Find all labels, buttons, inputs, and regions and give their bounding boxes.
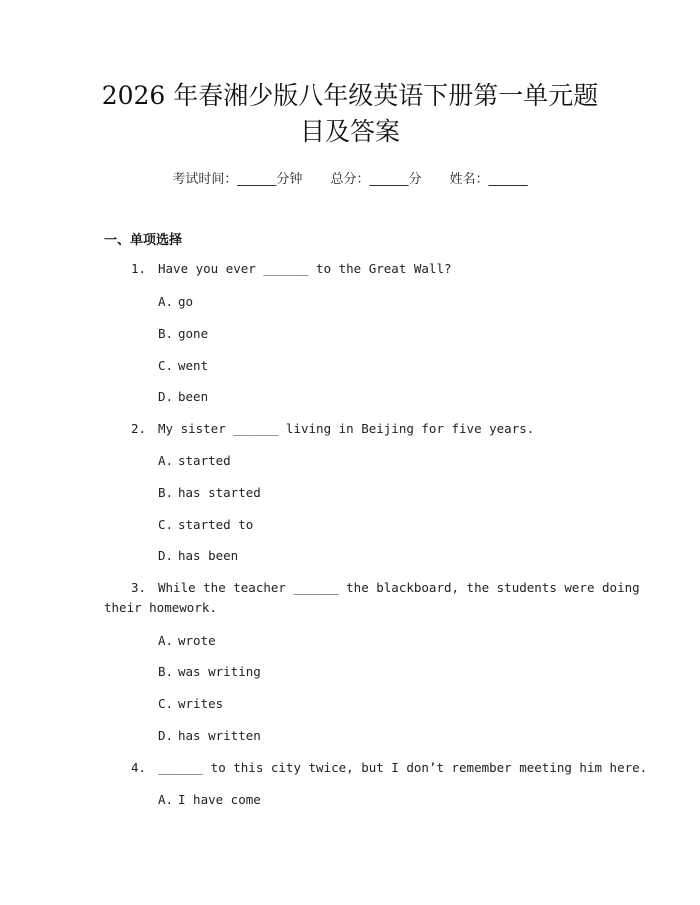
question-1	[131, 260, 452, 278]
q2-option-b	[158, 484, 261, 502]
q3-option-a	[158, 632, 216, 650]
option-text: has started	[178, 485, 261, 500]
exam-time-unit: 分钟	[276, 172, 303, 187]
option-letter: A.	[158, 294, 174, 309]
q1-option-a	[158, 293, 193, 311]
question-number: 2.	[131, 421, 147, 436]
total-score	[330, 168, 421, 187]
question-3-continuation: their homework.	[104, 600, 217, 615]
title-line-2: 目及答案	[299, 117, 400, 146]
question-text: While the teacher ______ the blackboard, the students were doing	[158, 580, 640, 595]
option-text: started to	[178, 517, 254, 532]
question-4	[131, 759, 647, 777]
option-letter: C.	[158, 517, 174, 532]
option-letter: A.	[158, 792, 174, 807]
total-score-label: 总分：	[330, 172, 370, 187]
option-text: went	[178, 358, 209, 373]
exam-time-label: 考试时间：	[172, 172, 238, 187]
option-letter: D.	[158, 728, 174, 743]
option-letter: B.	[158, 664, 174, 679]
option-letter: D.	[158, 548, 174, 563]
question-2	[131, 420, 534, 438]
question-text: ______ to this city twice, but I don’t remember meeting him here.	[158, 760, 648, 775]
q2-option-a	[158, 452, 231, 470]
question-text: Have you ever ______ to the Great Wall?	[158, 261, 452, 276]
option-text: gone	[178, 326, 209, 341]
document-title	[90, 78, 610, 150]
option-letter: A.	[158, 633, 174, 648]
question-number: 4.	[131, 760, 147, 775]
q2-option-c	[158, 516, 253, 534]
option-text: was writing	[178, 664, 261, 679]
exam-time-blank: ______	[237, 172, 277, 187]
option-text: has written	[178, 728, 261, 743]
option-text: wrote	[178, 633, 216, 648]
option-letter: D.	[158, 389, 174, 404]
option-letter: B.	[158, 326, 174, 341]
option-letter: C.	[158, 696, 174, 711]
option-text: go	[178, 294, 194, 309]
option-text: has been	[178, 548, 239, 563]
option-text: I have come	[178, 792, 261, 807]
q1-option-b	[158, 325, 208, 343]
option-text: writes	[178, 696, 224, 711]
question-text: My sister ______ living in Beijing for five years.	[158, 421, 535, 436]
student-name-label: 姓名：	[449, 172, 489, 187]
question-3	[131, 579, 640, 597]
q3-option-d	[158, 727, 261, 745]
q1-option-c	[158, 357, 208, 375]
exam-info-line	[0, 168, 700, 187]
option-letter: B.	[158, 485, 174, 500]
student-name-blank: ______	[488, 172, 528, 187]
q1-option-d	[158, 388, 208, 406]
total-score-unit: 分	[408, 172, 422, 187]
question-number: 1.	[131, 261, 147, 276]
option-letter: C.	[158, 358, 174, 373]
title-line-1: 2026 年春湘少版八年级英语下册第一单元题	[101, 81, 599, 110]
option-text: been	[178, 389, 209, 404]
q4-option-a	[158, 791, 261, 809]
student-name	[450, 168, 528, 187]
question-number: 3.	[131, 580, 147, 595]
q2-option-d	[158, 547, 238, 565]
total-score-blank: ______	[369, 172, 409, 187]
exam-time	[172, 168, 302, 187]
q3-option-b	[158, 663, 261, 681]
section-title: 一、单项选择	[104, 233, 183, 248]
q3-option-c	[158, 695, 223, 713]
option-text: started	[178, 453, 231, 468]
option-letter: A.	[158, 453, 174, 468]
